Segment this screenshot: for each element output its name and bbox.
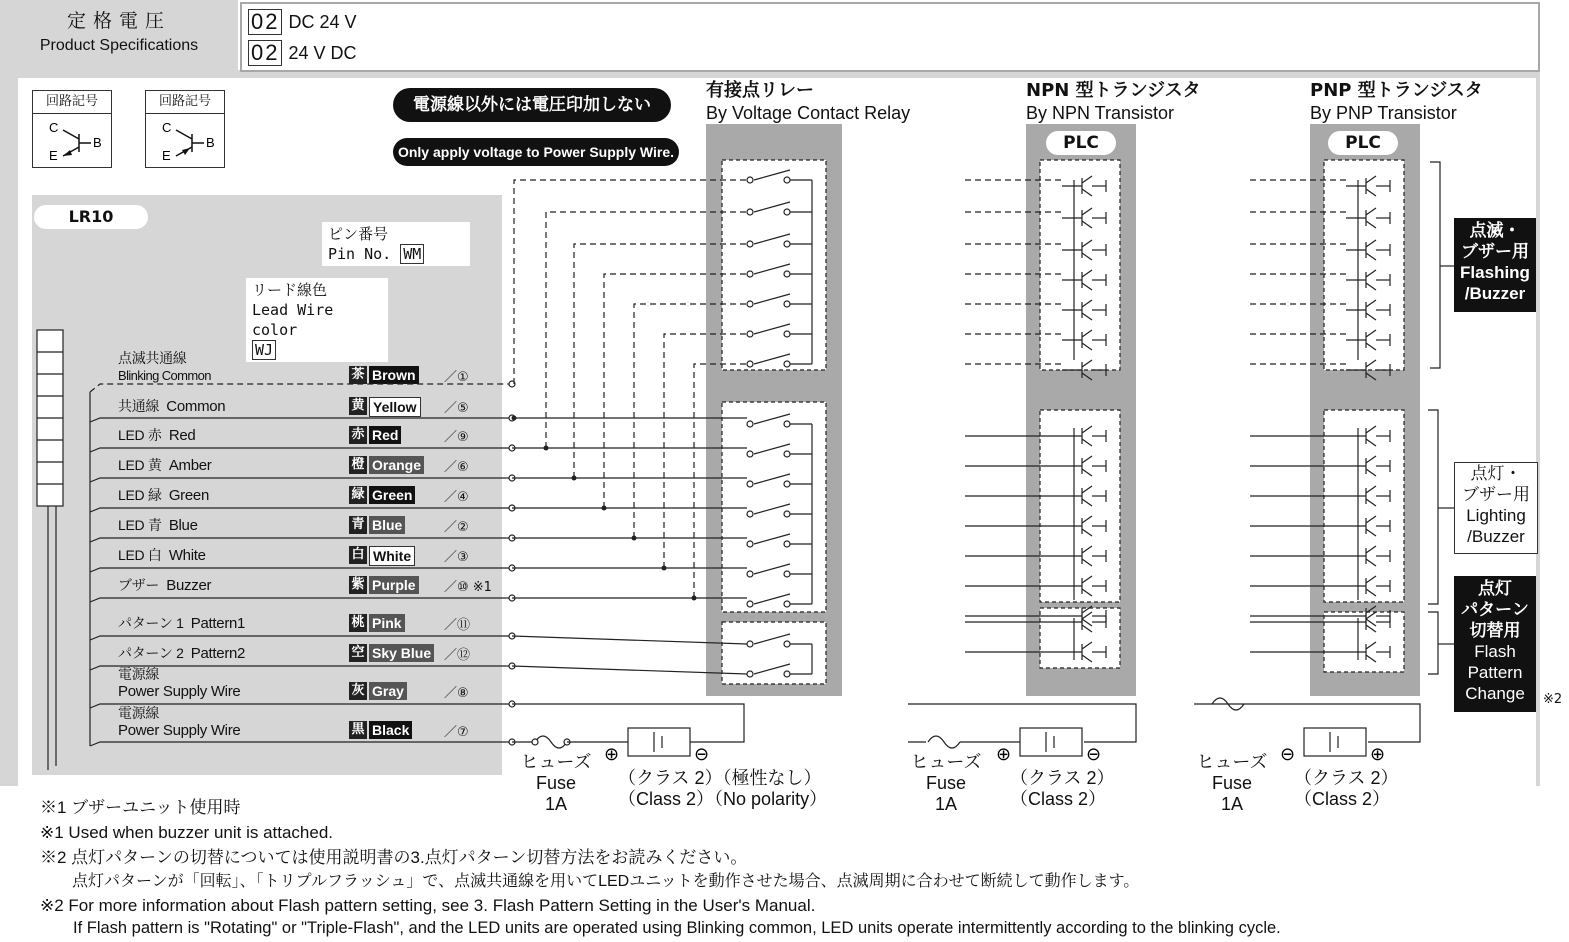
pnp-block-lighting: [1324, 410, 1404, 602]
pin-header-code: WM: [400, 244, 424, 264]
relay-contact: [747, 331, 753, 337]
wire-label-en: White: [168, 547, 206, 564]
relay-contact: [784, 331, 790, 337]
relay-contact: [784, 541, 790, 547]
wire-pin-number: ／②: [444, 520, 469, 535]
wire-label-en: Blinking Common: [118, 368, 211, 383]
wire-pin-number: ／⑨: [444, 430, 469, 445]
relay-contact: [784, 641, 790, 647]
wire-color-name: Yellow: [369, 397, 421, 417]
spec-code: 02: [248, 9, 282, 35]
wire-label-en: Common: [166, 398, 226, 415]
wire-label-en: Red: [168, 427, 196, 444]
spec-title-jp: 定格電圧: [66, 10, 171, 32]
side-line: 切替用: [1469, 621, 1521, 640]
side-line: Flash: [1474, 642, 1516, 661]
lighting-buzzer-label: [1454, 462, 1538, 554]
flashing-buzzer-label: [1454, 218, 1536, 312]
relay-contact: [747, 481, 753, 487]
lead-header-code: WJ: [252, 340, 276, 360]
side-line: /Buzzer: [1464, 284, 1526, 303]
lead-header-en: Lead Wire color: [252, 301, 334, 339]
bracket-flashing: [1430, 162, 1440, 368]
relay-contact: [747, 541, 753, 547]
nopol-jp: （極性なし）: [722, 768, 822, 788]
relay-contact: [747, 421, 753, 427]
wire-color-name: Sky Blue: [369, 644, 434, 662]
polarity-mark: ⊕: [1370, 744, 1386, 765]
fuse-en: Fuse: [1211, 773, 1253, 793]
relay-block-pattern: [722, 622, 826, 684]
wire-color-kanji: 橙: [349, 456, 367, 474]
side-line: Lighting: [1466, 506, 1526, 525]
wire-label-en: Blue: [168, 517, 198, 534]
wire-label-en: Power Supply Wire: [118, 683, 241, 700]
pnp-fuse-label: [1192, 752, 1272, 815]
wire-label-jp: パターン 1: [118, 615, 184, 631]
wire-pin-number: ／①: [444, 370, 469, 385]
spec-title-en: Product Specifications: [39, 37, 199, 54]
relay-contact: [747, 301, 753, 307]
wire-pin-number: ／⑦: [444, 725, 469, 740]
relay-contact: [747, 641, 753, 647]
pin-header-en: Pin No.: [328, 245, 392, 263]
fuse-rating: 1A: [544, 794, 568, 814]
wire-label-jp: ブザー: [118, 577, 160, 593]
fuse-terminal: [532, 739, 538, 745]
wire-color-kanji: 紫: [349, 576, 367, 594]
wire-label-jp: LED 青: [118, 517, 162, 533]
relay-contact: [747, 671, 753, 677]
wire-pin-number: ／⑪: [444, 618, 471, 633]
side-note-mark: ※2: [1543, 692, 1563, 707]
relay-contact: [784, 301, 790, 307]
relay-fuse-icon: [535, 736, 567, 748]
wire-label-en: Power Supply Wire: [118, 722, 241, 739]
wire-pin-number: ／⑤: [444, 401, 469, 416]
relay-power-supply-icon: [628, 728, 690, 756]
relay-contact: [747, 571, 753, 577]
junction-dot: [692, 596, 697, 601]
wire-line: [90, 704, 512, 708]
wire-color-name: Red: [369, 426, 401, 444]
pin-c: C: [162, 120, 172, 135]
wire-label-jp: 点滅共通線: [118, 350, 187, 366]
polarity-mark: ⊕: [996, 744, 1012, 765]
wire-color-name: Blue: [369, 516, 405, 534]
relay-contact: [784, 481, 790, 487]
wire-color-name: Orange: [369, 456, 424, 474]
wire-label-jp: LED 白: [118, 547, 162, 563]
wire-line: [90, 742, 512, 746]
relay-contact: [784, 671, 790, 677]
relay-title-en: By Voltage Contact Relay: [706, 103, 911, 123]
pnp-plc-label: PLC: [1328, 131, 1398, 155]
warning-banner-en: Only apply voltage to Power Supply Wire.: [393, 138, 679, 166]
class-jp: （クラス 2）: [1294, 768, 1399, 788]
relay-contact: [747, 209, 753, 215]
wire-pin-number: ／⑥: [444, 460, 469, 475]
wire-line: [90, 598, 512, 602]
pnp-power-class: [1294, 768, 1398, 810]
relay-contact: [747, 241, 753, 247]
wire-color-name: White: [369, 546, 415, 566]
footnote-1-en: ※1 Used when buzzer unit is attached.: [40, 823, 334, 842]
relay-contact: [784, 361, 790, 367]
wire-color-kanji: 灰: [349, 682, 367, 700]
pnp-power-supply-icon: [1304, 728, 1366, 756]
relay-contact: [784, 421, 790, 427]
junction-dot: [544, 446, 549, 451]
lead-header-jp: リード線色: [252, 281, 328, 299]
class-jp: （クラス 2）: [618, 768, 723, 788]
relay-contact: [784, 511, 790, 517]
side-line: Pattern: [1467, 663, 1523, 682]
junction-dot: [572, 476, 577, 481]
wire-line: [90, 636, 512, 640]
pin-e: E: [49, 148, 58, 163]
relay-contact: [784, 451, 790, 457]
footnote-2-jp-detail: 点灯パターンが「回転」、「トリプルフラッシュ」で、点滅共通線を用いてLEDユニットを動作させた場合、点滅周期に合わせて断続して動作します。: [40, 873, 1140, 890]
bracket-lighting: [1428, 410, 1438, 604]
wire-color-name: Black: [369, 721, 412, 739]
footnote-2-en: ※2 For more information about Flash pattern setting, see 3. Flash Pattern Setting in the User's Manual.: [40, 896, 816, 915]
wire-pin-number: ／⑫: [444, 648, 471, 663]
circuit-symbol-label: 回路記号: [33, 91, 111, 114]
wire-line: [90, 568, 512, 572]
side-line: /Buzzer: [1467, 527, 1525, 546]
relay-contact: [747, 601, 753, 607]
model-label: LR10: [34, 205, 148, 229]
side-line: 点灯・: [1470, 464, 1522, 483]
relay-title-jp: 有接点リレー: [706, 80, 814, 101]
npn-title-jp: NPN 型トランジスタ: [1026, 80, 1201, 101]
side-line: Flashing: [1460, 263, 1530, 282]
wire-color-name: Green: [369, 486, 415, 504]
junction-dot: [602, 506, 607, 511]
wire-pin-number: ／④: [444, 490, 469, 505]
bracket-pattern: [1428, 612, 1438, 674]
nopol-en: （No polarity）: [714, 789, 828, 809]
warning-banner-jp: 電源線以外には電圧印加しない: [393, 88, 671, 122]
wire-color-name: Purple: [369, 576, 419, 594]
wire-label-jp: 電源線: [118, 666, 160, 682]
relay-contact: [784, 209, 790, 215]
wire-color-kanji: 空: [349, 644, 367, 662]
footnote-2-jp: ※2 点灯パターンの切替については使用説明書の3.点灯パターン切替方法をお読みください。: [40, 848, 748, 867]
wire-label-jp: LED 緑: [118, 487, 162, 503]
relay-block-lighting: [722, 402, 826, 612]
wire-label-jp: LED 赤: [118, 427, 162, 443]
fuse-jp: ヒューズ: [910, 752, 982, 772]
side-line: 点灯: [1478, 579, 1512, 598]
polarity-mark: ⊕: [604, 744, 620, 765]
wire-line: [90, 478, 512, 482]
wire-color-name: Gray: [369, 682, 407, 700]
wire-color-kanji: 青: [349, 516, 367, 534]
relay-contact: [784, 571, 790, 577]
wire-line: [90, 508, 512, 512]
wire-label-jp: 電源線: [118, 705, 160, 721]
relay-block-flashing: [722, 160, 826, 370]
wire-pin-number: ／⑧: [444, 686, 469, 701]
relay-contact: [784, 177, 790, 183]
polarity-mark: ⊖: [1086, 744, 1102, 765]
wire-label-en: Amber: [168, 457, 212, 474]
wire-color-kanji: 緑: [349, 486, 367, 504]
pin-e: E: [162, 148, 171, 163]
relay-contact: [784, 241, 790, 247]
fuse-rating: 1A: [1220, 794, 1244, 814]
npn-fuse-label: [906, 752, 986, 815]
npn-power-class: [1010, 768, 1114, 810]
wire-color-kanji: 白: [349, 546, 367, 564]
spec-code: 02: [248, 40, 282, 66]
wire-pin-number: ／③: [444, 550, 469, 565]
wire-label-jp: LED 黄: [118, 457, 162, 473]
fuse-en: Fuse: [535, 773, 577, 793]
class-en: （Class 2）: [618, 789, 715, 809]
wire-color-name: Brown: [369, 366, 419, 384]
footnote-1-jp: ※1 ブザーユニット使用時: [40, 798, 241, 817]
relay-power-class: [618, 768, 827, 810]
junction-dot: [662, 566, 667, 571]
wire-color-kanji: 赤: [349, 426, 367, 444]
wire-line: [90, 666, 512, 670]
relay-contact: [784, 271, 790, 277]
wire-color-kanji: 黄: [349, 397, 367, 415]
wire-label-en: Buzzer: [166, 577, 212, 594]
wire-line: [90, 448, 512, 452]
npn-plc-label: PLC: [1046, 131, 1116, 155]
wire-color-kanji: 茶: [349, 366, 367, 384]
npn-block-pattern: [1040, 608, 1120, 668]
polarity-mark: ⊖: [1280, 744, 1296, 765]
pnp-title-jp: PNP 型トランジスタ: [1310, 80, 1483, 101]
pnp-block-flashing: [1324, 160, 1404, 370]
npn-power-supply-icon: [1020, 728, 1082, 756]
wire-pin-number: ／⑩ ※1: [444, 580, 492, 595]
fuse-jp: ヒューズ: [1196, 752, 1268, 772]
relay-contact: [747, 271, 753, 277]
relay-contact: [747, 177, 753, 183]
wire-label-en: Pattern2: [190, 645, 246, 662]
wire-blinking-common: [90, 384, 512, 392]
spec-value: DC 24 V: [288, 11, 357, 32]
wire-line: [90, 418, 512, 422]
class-en: （Class 2）: [1010, 789, 1107, 809]
class-jp: （クラス 2）: [1010, 768, 1115, 788]
npn-block-lighting: [1040, 410, 1120, 602]
spec-value: 24 V DC: [288, 42, 357, 63]
pin-b: B: [206, 135, 215, 150]
pnp-block-pattern: [1324, 612, 1404, 672]
junction-dot: [632, 536, 637, 541]
junction-dot: [512, 416, 517, 421]
wire-line: [90, 538, 512, 542]
relay-fuse-label: [516, 752, 596, 815]
fuse-jp: ヒューズ: [520, 752, 592, 772]
side-line: Change: [1465, 684, 1525, 703]
polarity-mark: ⊖: [694, 744, 710, 765]
fuse-rating: 1A: [934, 794, 958, 814]
side-line: ブザー用: [1461, 242, 1529, 261]
side-line: 点滅・: [1469, 221, 1521, 240]
npn-fuse-icon: [928, 736, 960, 748]
side-line: パターン: [1461, 600, 1529, 619]
wire-color-kanji: 黒: [349, 721, 367, 739]
wire-color-name: Pink: [369, 614, 405, 632]
wire-label-jp: パターン 2: [118, 645, 184, 661]
pin-b: B: [93, 135, 102, 150]
npn-title-en: By NPN Transistor: [1026, 103, 1175, 123]
wire-label-en: Pattern1: [190, 615, 246, 632]
flash-pattern-change-label: [1454, 576, 1536, 712]
fuse-en: Fuse: [925, 773, 967, 793]
relay-contact: [747, 511, 753, 517]
wire-color-kanji: 桃: [349, 614, 367, 632]
pnp-title-en: By PNP Transistor: [1310, 103, 1457, 123]
pin-header-jp: ピン番号: [328, 225, 389, 243]
footnote-2-en-detail: If Flash pattern is "Rotating" or "Triple-Flash", and the LED units are operated using Blinking common, LED units operate intermittently according to the blinking cycle.: [40, 919, 1281, 937]
wire-label-en: Green: [168, 487, 210, 504]
relay-contact: [747, 361, 753, 367]
relay-contact: [747, 451, 753, 457]
relay-contact: [784, 601, 790, 607]
npn-block-flashing: [1040, 160, 1120, 370]
wire-label-jp: 共通線: [118, 398, 160, 414]
circuit-symbol-label: 回路記号: [146, 91, 224, 114]
class-en: （Class 2）: [1294, 789, 1391, 809]
side-line: ブザー用: [1462, 485, 1530, 504]
pin-c: C: [49, 120, 59, 135]
